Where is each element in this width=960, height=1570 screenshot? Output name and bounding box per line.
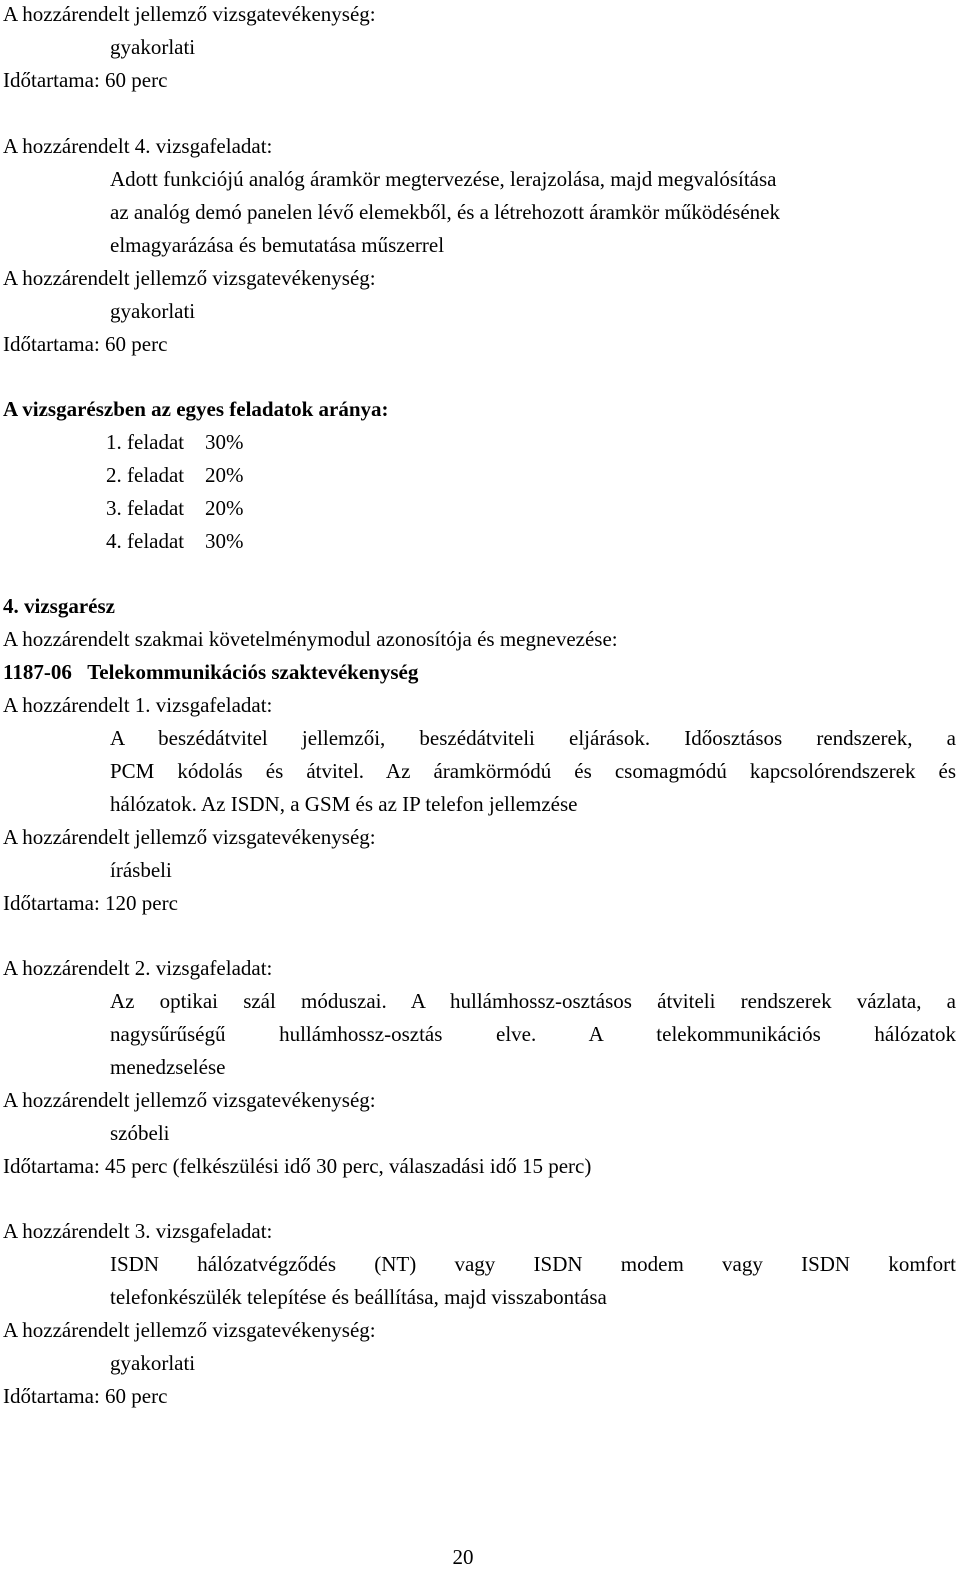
task-description-line: PCM kódolás és átvitel. Az áramkörmódú és csomagmódú kapcsolórendszerek és [110, 759, 956, 783]
task-heading: A hozzárendelt 2. vizsgafeladat: [3, 956, 273, 980]
module-label: A hozzárendelt szakmai követelménymodul azonosítója és megnevezése: [3, 627, 618, 651]
activity-value: gyakorlati [110, 1351, 196, 1375]
task-description-line: az analóg demó panelen lévő elemekből, és a létrehozott áramkör működésének [110, 200, 780, 224]
activity-label: A hozzárendelt jellemző vizsgatevékenység: [3, 825, 376, 849]
activity-label: A hozzárendelt jellemző vizsgatevékenység: [3, 2, 376, 26]
activity-label: A hozzárendelt jellemző vizsgatevékenység: [3, 1088, 376, 1112]
activity-label: A hozzárendelt jellemző vizsgatevékenység: [3, 266, 376, 290]
ratio-heading: A vizsgarészben az egyes feladatok aránya: [3, 397, 389, 421]
duration: Időtartama: 120 perc [3, 891, 178, 915]
task-description-line: hálózatok. Az ISDN, a GSM és az IP telefon jellemzése [110, 792, 578, 816]
activity-value: írásbeli [110, 858, 172, 882]
ratio-task-label: 2. feladat [106, 463, 185, 487]
task-heading: A hozzárendelt 1. vizsgafeladat: [3, 693, 273, 717]
task-description-line: Az optikai szál móduszai. A hullámhossz-osztásos átviteli rendszerek vázlata, a [110, 989, 956, 1013]
ratio-percent: 30% [205, 529, 244, 553]
task-description-line: nagysűrűségű hullámhossz-osztás elve. A telekommunikációs hálózatok [110, 1022, 956, 1046]
task-description-line: ISDN hálózatvégződés (NT) vagy ISDN modem vagy ISDN komfort [110, 1252, 956, 1276]
part-heading: 4. vizsgarész [3, 594, 115, 618]
task-heading: A hozzárendelt 3. vizsgafeladat: [3, 1219, 273, 1243]
ratio-row [106, 495, 244, 521]
ratio-task-label: 1. feladat [106, 430, 185, 454]
ratio-percent: 30% [205, 430, 244, 454]
activity-value: szóbeli [110, 1121, 170, 1145]
ratio-task-label: 3. feladat [106, 496, 185, 520]
duration: Időtartama: 60 perc [3, 332, 168, 356]
task-description-line: telefonkészülék telepítése és beállítása, majd visszabontása [110, 1285, 607, 1309]
activity-value: gyakorlati [110, 35, 196, 59]
duration: Időtartama: 60 perc [3, 68, 168, 92]
module-name: 1187-06 Telekommunikációs szaktevékenység [3, 660, 419, 684]
ratio-row [106, 429, 244, 455]
task-description-line: Adott funkciójú analóg áramkör megtervezése, lerajzolása, majd megvalósítása [110, 167, 777, 191]
ratio-percent: 20% [205, 463, 244, 487]
activity-value: gyakorlati [110, 299, 196, 323]
task-description-line: A beszédátvitel jellemzői, beszédátviteli eljárások. Időosztásos rendszerek, a [110, 726, 956, 750]
task-heading: A hozzárendelt 4. vizsgafeladat: [3, 134, 273, 158]
task-description-line: menedzselése [110, 1055, 226, 1079]
activity-label: A hozzárendelt jellemző vizsgatevékenység: [3, 1318, 376, 1342]
task-description-line: elmagyarázása és bemutatása műszerrel [110, 233, 445, 257]
duration: Időtartama: 45 perc (felkészülési idő 30 perc, válaszadási idő 15 perc) [3, 1154, 592, 1178]
ratio-row [106, 462, 244, 488]
page-number: 20 [452, 1545, 474, 1569]
ratio-task-label: 4. feladat [106, 529, 185, 553]
duration: Időtartama: 60 perc [3, 1384, 168, 1408]
ratio-percent: 20% [205, 496, 244, 520]
ratio-row [106, 528, 244, 554]
